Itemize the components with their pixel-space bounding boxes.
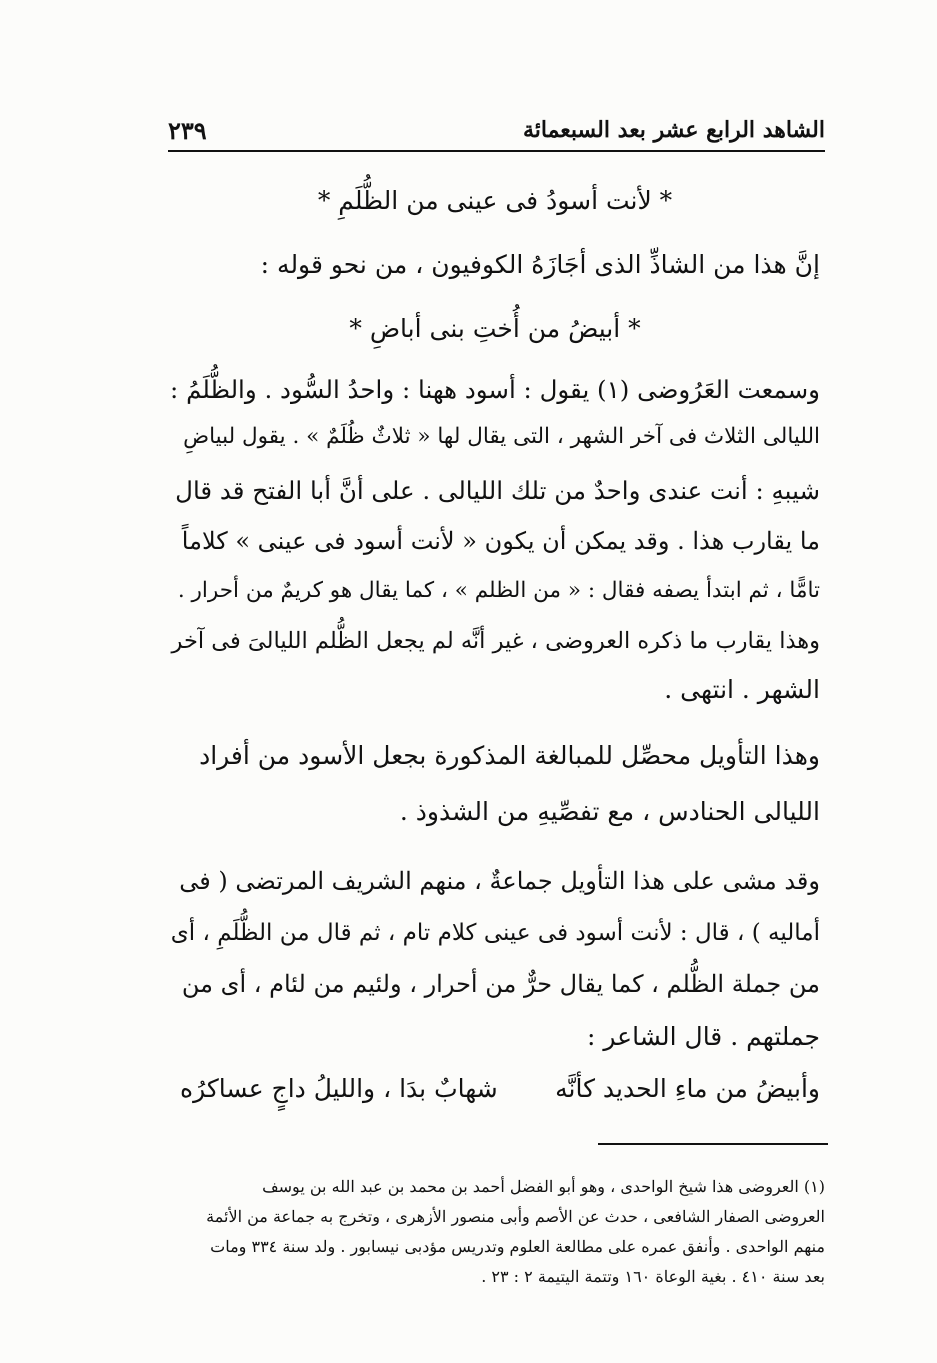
text-line: وهذا يقارب ما ذكره العروضى ، غير أنَّه لم يجعل الظُّلم الليالىَ فى آخر — [171, 628, 820, 654]
running-head: الشاهد الرابع عشر بعد السبعمائة — [522, 117, 825, 143]
verse-line: * لأنت أسودُ فى عينى من الظُّلَمِ * — [317, 186, 673, 215]
text-line: وسمعت العَرُوضى (١) يقول : أسود ههنا : واحدُ السُّود . والظُّلَمُ : — [170, 375, 820, 404]
poem-hemistich-second: شهابٌ بدَا ، والليلُ داجٍ عساكرُه — [180, 1074, 498, 1103]
footnote-line: (١) العروضى هذا شيخ الواحدى ، وهو أبو الفضل أحمد بن محمد بن عبد الله بن يوسف — [262, 1177, 825, 1196]
footnote-line: بعد سنة ٤١٠ . بغية الوعاة ١٦٠ وتتمة اليتيمة ٢ : ٢٣ . — [481, 1267, 825, 1286]
text-line: وقد مشى على هذا التأويل جماعةٌ ، منهم الشريف المرتضى ( فى — [179, 867, 820, 895]
poem-hemistich-first: وأبيضُ من ماءِ الحديد كأنَّه — [555, 1074, 820, 1103]
footnote-line: العروضى الصفار الشافعى ، حدث عن الأصم وأبى منصور الأزهرى ، وتخرج به جماعة من الأئمة — [206, 1207, 825, 1226]
footnote-line: منهم الواحدى . وأنفق عمره على مطالعة العلوم وتدريس مؤدبى نيسابور . ولد سنة ٣٣٤ ومات — [210, 1237, 825, 1256]
text-line: شيبهِ : أنت عندى واحدٌ من تلك الليالى . على أنَّ أبا الفتح قد قال — [175, 476, 820, 505]
page-number: ٢٣٩ — [168, 115, 207, 145]
text-line: ما يقارب هذا . وقد يمكن أن يكون « لأنت أسود فى عينى » كلاماً — [181, 527, 820, 555]
verse-line: * أبيضُ من أُختِ بنى أباضِ * — [349, 314, 641, 343]
poem-verse — [180, 1074, 820, 1122]
text-line: أماليه ) ، قال : لأنت أسود فى عينى كلام تام ، ثم قال من الظُّلَمِ ، أى — [170, 920, 820, 946]
text-line: من جملة الظُّلم ، كما يقال حرٌّ من أحرار ، ولئيم من لئام ، أى من — [181, 970, 820, 998]
text-line: وهذا التأويل محصِّل للمبالغة المذكورة بجعل الأسود من أفراد — [199, 741, 820, 770]
text-line: الليالى الحنادس ، مع تفصِّيهِ من الشذوذ . — [399, 797, 820, 826]
text-line: الشهر . انتهى . — [664, 675, 820, 704]
text-line: جملتهم . قال الشاعر : — [587, 1022, 820, 1051]
text-line: تامًّا ، ثم ابتدأ يصفه فقال : « من الظلم » ، كما يقال هو كريمٌ من أحرار . — [177, 578, 820, 603]
text-line: الليالى الثلاث فى آخر الشهر ، التى يقال لها « ثلاثٌ ظُلَمٌ » . يقول لبياضِ — [183, 424, 820, 449]
text-line: إنَّ هذا من الشاذِّ الذى أجَازَهُ الكوفيون ، من نحو قوله : — [260, 250, 820, 279]
footnote-separator — [598, 1143, 828, 1145]
page-header — [168, 110, 825, 152]
